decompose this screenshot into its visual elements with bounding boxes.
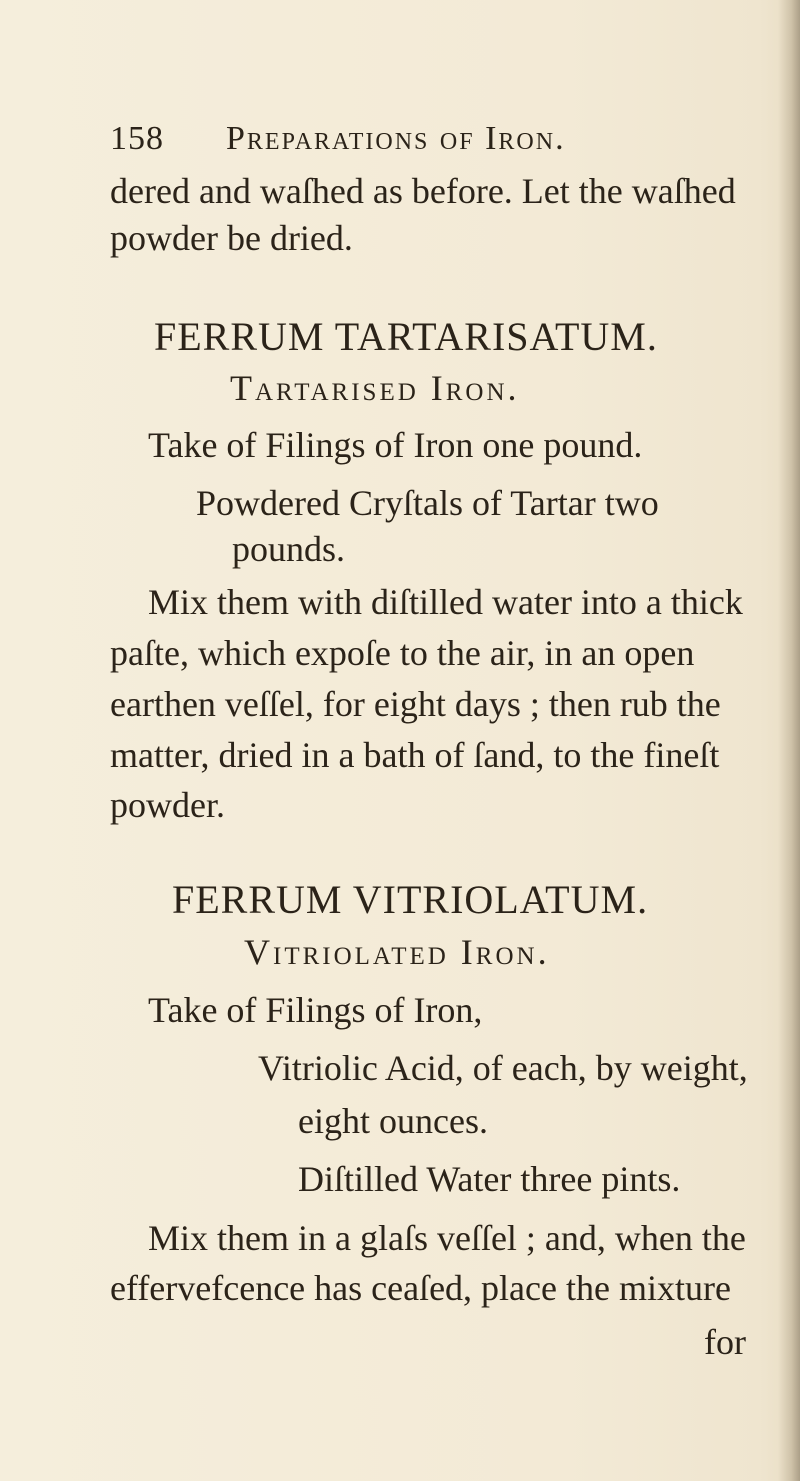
text-line: effervefcence has ceaſed, place the mixture bbox=[110, 1268, 731, 1308]
text-line: powder be dried. bbox=[110, 218, 353, 258]
section-title-ferrum-tartarisatum: FERRUM TARTARISATUM. bbox=[154, 314, 658, 359]
text-line: Vitriolic Acid, of each, by weight, bbox=[258, 1048, 748, 1088]
text-line: Powdered Cryſtals of Tartar two bbox=[196, 483, 659, 523]
running-head bbox=[110, 120, 566, 158]
page-edge-shadow bbox=[778, 0, 800, 1481]
section-subtitle-vitriolated-iron: Vitriolated Iron. bbox=[244, 932, 550, 972]
text-line: paſte, which expoſe to the air, in an open bbox=[110, 633, 695, 673]
text-line: eight ounces. bbox=[298, 1101, 488, 1141]
text-line: Diſtilled Water three pints. bbox=[298, 1159, 681, 1199]
running-head-title: Preparations of Iron. bbox=[226, 120, 566, 157]
text-line: matter, dried in a bath of ſand, to the fineſt bbox=[110, 735, 720, 775]
section-title-ferrum-vitriolatum: FERRUM VITRIOLATUM. bbox=[172, 877, 649, 922]
text-line: pounds. bbox=[232, 529, 346, 569]
section-subtitle-tartarised-iron: Tartarised Iron. bbox=[230, 368, 520, 408]
text-line: Mix them in a glaſs veſſel ; and, when the bbox=[148, 1218, 746, 1258]
page-number: 158 bbox=[110, 120, 164, 157]
text-line: Take of Filings of Iron, bbox=[148, 990, 483, 1030]
text-line: Mix them with diſtilled water into a thick bbox=[148, 582, 743, 622]
text-line: earthen veſſel, for eight days ; then rub the bbox=[110, 684, 721, 724]
text-line: powder. bbox=[110, 785, 225, 825]
text-line: Take of Filings of Iron one pound. bbox=[148, 425, 643, 465]
catchword: for bbox=[704, 1322, 746, 1362]
text-line: dered and waſhed as before. Let the waſhed bbox=[110, 171, 736, 211]
